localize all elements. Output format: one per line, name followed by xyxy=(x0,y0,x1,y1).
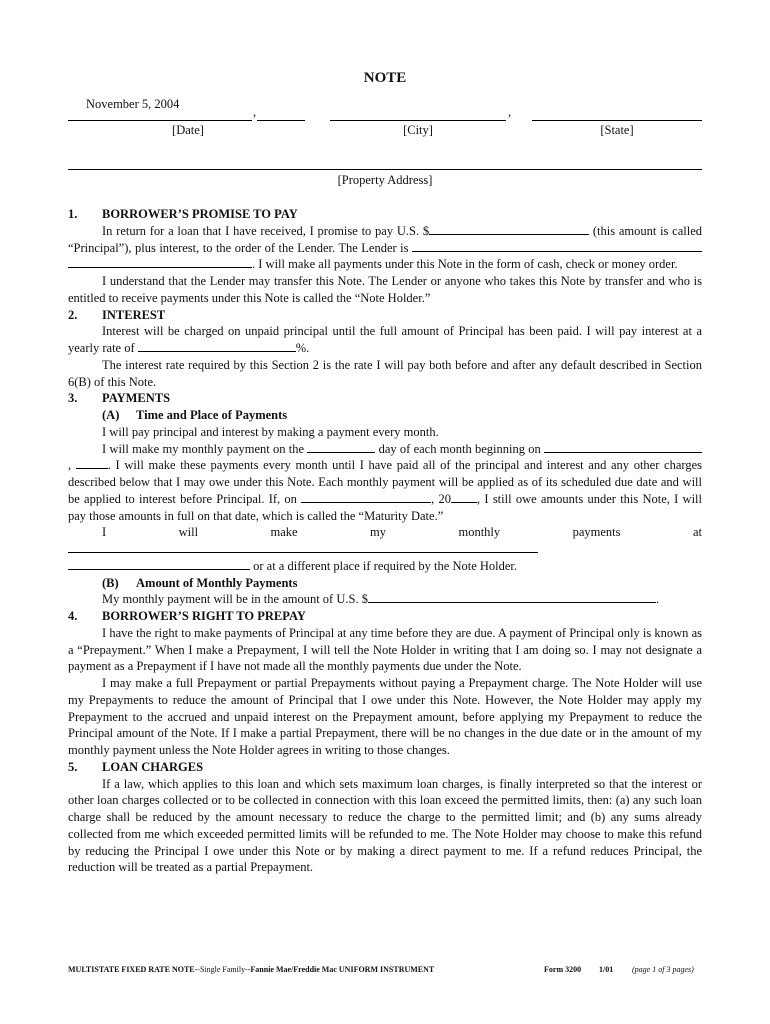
maturity-year-field[interactable] xyxy=(451,491,477,503)
section-3-heading: 3. PAYMENTS xyxy=(68,391,171,406)
payment-place-field[interactable] xyxy=(68,541,538,553)
section-3a-paragraph-2: I will make my monthly payment on the day of each month beginning on , . I will make these payments every month until I have paid all of the principal and interest and any other charges described below that I may owe under this Note. Each monthly payment will be applied as of its scheduled due date and will be applied to interest before Principal. If, on , 20 , I still owe amounts under this Note, I will pay those amounts in full on that date, which is called the “Maturity Date.” xyxy=(68,441,703,523)
footer-page-number: (page 1 of 3 pages) xyxy=(632,965,694,974)
section-1-paragraph-2: I understand that the Lender may transfer this Note. The Lender or anyone who takes this Note by transfer and who is entitled to receive payments under this Note is called the “Note Holder.” xyxy=(68,274,702,305)
footer-revision: 1/01 xyxy=(599,965,614,974)
section-5-heading: 5. LOAN CHARGES xyxy=(68,759,204,774)
section-1-heading: 1. BORROWER’S PROMISE TO PAY xyxy=(68,207,298,221)
date-comma: , xyxy=(253,105,257,119)
section-3a-heading: (A) Time and Place of Payments xyxy=(102,408,288,422)
property-address-label: [Property Address] xyxy=(337,173,433,187)
city-label: [City] xyxy=(403,123,433,137)
section-4-paragraph-1: I have the right to make payments of Principal at any time before they are due. A payment of Principal only is known as a “Prepayment.” When I make a Prepayment, I will tell the Note Holder in writing that I am doing so. I may not designate a payment as a Prepayment if I have not made all the monthly payments due under the Note. xyxy=(68,625,702,674)
lender-name-field[interactable] xyxy=(412,240,702,252)
date-label: [Date] xyxy=(172,123,204,137)
footer-form-number: Form 3200 xyxy=(544,965,582,974)
principal-amount-field[interactable] xyxy=(429,223,589,235)
date-field-line xyxy=(68,120,252,121)
payment-day-field[interactable] xyxy=(307,441,375,453)
section-4-heading: 4. BORROWER’S RIGHT TO PREPAY xyxy=(68,609,306,623)
maturity-date-field[interactable] xyxy=(301,491,431,503)
year-field-line[interactable] xyxy=(257,120,305,121)
section-3a-paragraph-3: I will make my monthly payments at or at a different place if required by the Note Holder. xyxy=(68,524,702,574)
first-payment-year-field[interactable] xyxy=(76,457,108,469)
section-1-paragraph-1: In return for a loan that I have received, I promise to pay U.S. $ (this amount is called “Principal”), plus interest, to the order of the Lender. The Lender is . I will make all payments under this Note in the form of cash, check or money order. xyxy=(68,223,702,272)
date-value[interactable]: November 5, 2004 xyxy=(86,97,180,111)
city-comma: , xyxy=(508,105,512,119)
document-title: NOTE xyxy=(363,70,407,86)
section-2-paragraph-2: The interest rate required by this Section 2 is the rate I will pay both before and after any default described in Section 6(B) of this Note. xyxy=(68,357,702,389)
section-3b-heading: (B) Amount of Monthly Payments xyxy=(102,575,298,590)
section-3a-paragraph-1: I will pay principal and interest by making a payment every month. xyxy=(102,424,439,439)
state-field-line[interactable] xyxy=(532,120,702,121)
interest-rate-field[interactable] xyxy=(138,340,296,352)
section-2-heading: 2. INTEREST xyxy=(68,307,166,322)
monthly-payment-amount-field[interactable] xyxy=(368,591,656,603)
section-4-paragraph-2: I may make a full Prepayment or partial Prepayments without paying a Prepayment charge. The Note Holder will use my Prepayments to reduce the amount of Principal that I owe under this Note. However, the Note Holder may apply my Prepayment to the accrued and unpaid interest on the Prepayment amount, before applying my Prepayment to reduce the Principal amount of the Note. If I make a partial Prepayment, there will be no changes in the due date or in the amount of my monthly payment unless the Note Holder agrees in writing to those changes. xyxy=(68,676,702,757)
section-2-paragraph-1: Interest will be charged on unpaid principal until the full amount of Principal has been paid. I will pay interest at a yearly rate of %. xyxy=(68,324,702,355)
footer-instrument: MULTISTATE FIXED RATE NOTE--Single Family--Fannie Mae/Freddie Mac UNIFORM INSTRUMENT xyxy=(68,965,435,974)
section-3b-paragraph-1: My monthly payment will be in the amount of U.S. $ . xyxy=(102,592,660,607)
section-5-paragraph-1: If a law, which applies to this loan and which sets maximum loan charges, is finally interpreted so that the interest or other loan charges collected or to be collected in connection with this loan exceed the permitted limits, then: (a) any such loan charge shall be reduced by the amount necessary to reduce the charge to the permitted limit; and (b) any sums already collected from me which exceeded permitted limits will be refunded to me. The Note Holder may choose to make this refund by reducing the Principal I owe under this Note or by making a direct payment to me. If a refund reduces Principal, the reduction will be treated as a partial Prepayment. xyxy=(68,776,702,875)
first-payment-date-field[interactable] xyxy=(544,441,702,453)
lender-name-field-continued[interactable] xyxy=(68,256,252,268)
state-label: [State] xyxy=(600,123,634,137)
city-field-line[interactable] xyxy=(330,120,506,121)
note-body xyxy=(68,206,702,876)
payment-place-field-continued[interactable] xyxy=(68,558,250,570)
property-address-line[interactable] xyxy=(68,169,702,170)
